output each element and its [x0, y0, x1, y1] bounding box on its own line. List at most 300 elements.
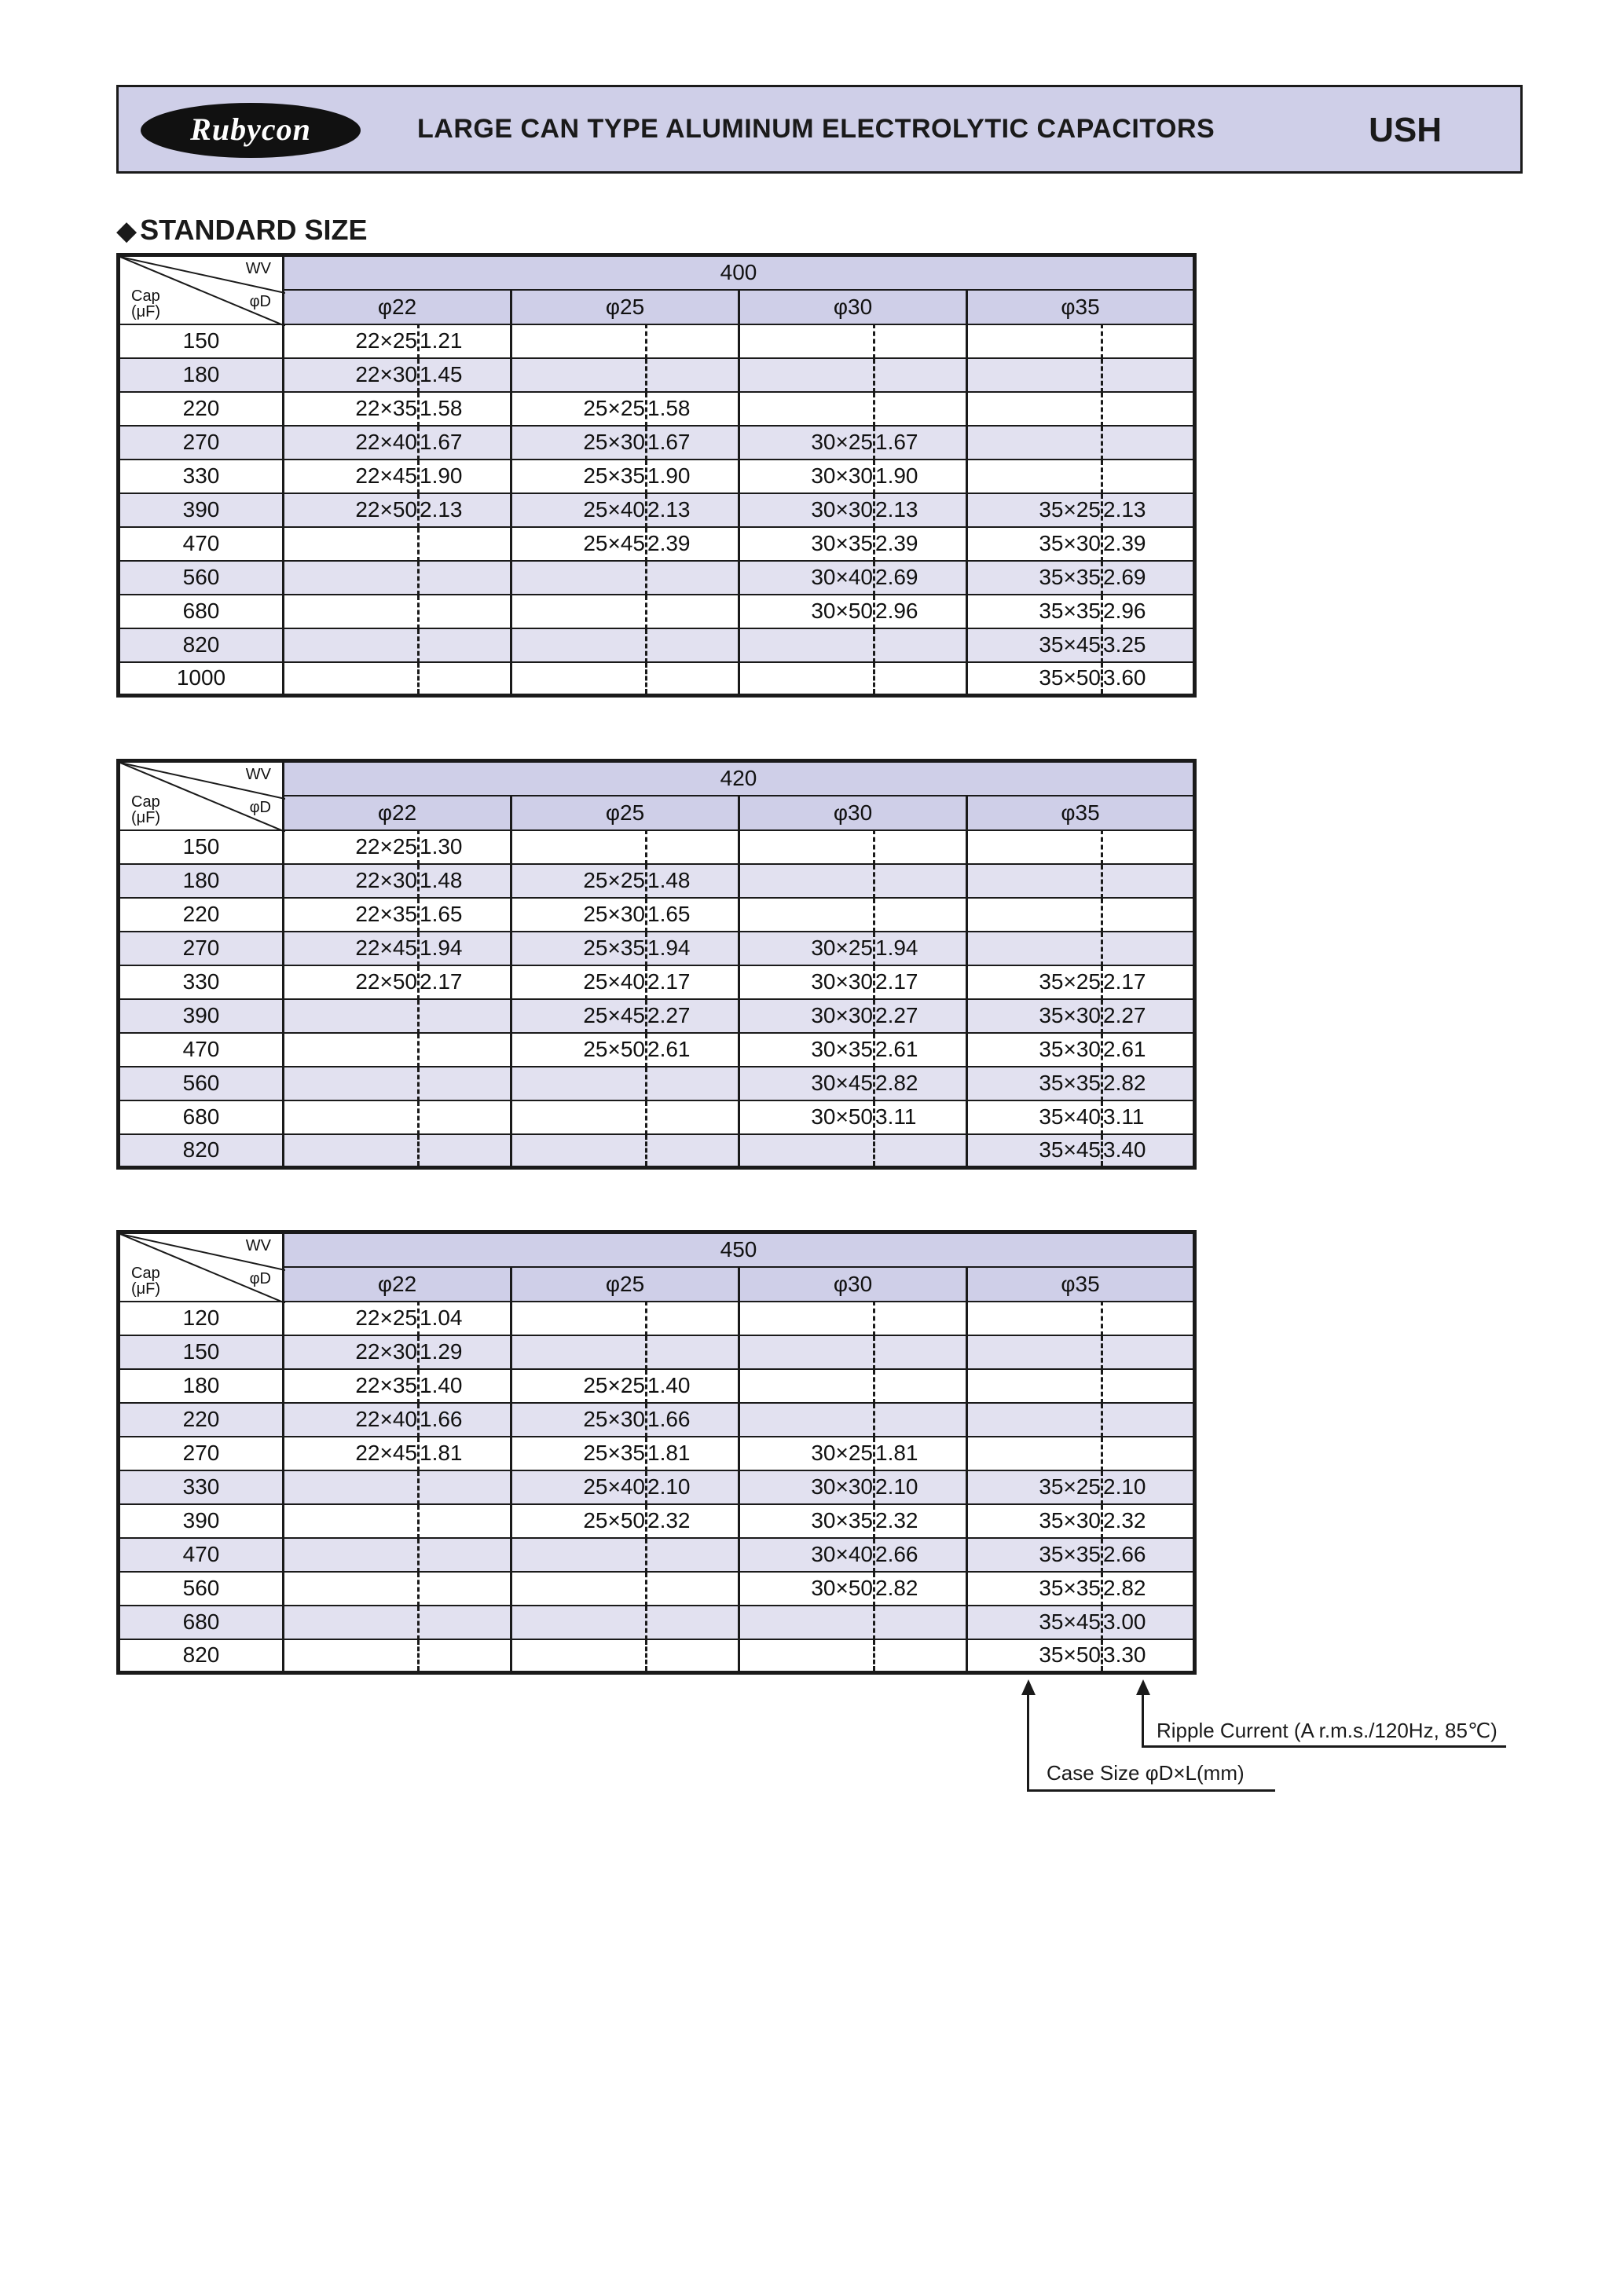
case-size-cell: 25×25: [511, 1369, 647, 1403]
ripple-current-cell: 1.81: [419, 1437, 511, 1470]
case-size-cell: 35×50: [967, 662, 1102, 696]
ripple-current-cell: 2.13: [874, 493, 967, 527]
ripple-current-cell: 3.60: [1102, 662, 1195, 696]
capacitance-cell: 330: [119, 1470, 284, 1504]
cap-unit-text: (μF): [131, 303, 161, 320]
capacitance-cell: 1000: [119, 662, 284, 696]
table-row: [119, 1067, 1195, 1100]
case-size-cell: 22×25: [284, 1302, 419, 1335]
case-size-cell: [739, 358, 874, 392]
capacitance-cell: 680: [119, 1606, 284, 1639]
case-size-cell: [284, 595, 419, 628]
case-size-cell: [511, 1335, 647, 1369]
ripple-current-cell: 1.40: [647, 1369, 739, 1403]
case-size-cell: 35×30: [967, 1033, 1102, 1067]
table-row: [119, 1639, 1195, 1673]
case-size-cell: [967, 358, 1102, 392]
capacitance-cell: 220: [119, 1403, 284, 1437]
capacitance-cell: 390: [119, 493, 284, 527]
ripple-current-cell: [1102, 1335, 1195, 1369]
wv-corner-label: WV: [245, 766, 271, 783]
ripple-current-cell: 2.32: [1102, 1504, 1195, 1538]
case-size-cell: 25×35: [511, 1437, 647, 1470]
case-size-cell: [511, 324, 647, 358]
case-size-cell: 35×30: [967, 527, 1102, 561]
case-size-cell: 25×50: [511, 1033, 647, 1067]
ripple-current-cell: 1.65: [647, 898, 739, 932]
case-size-cell: 25×25: [511, 864, 647, 898]
case-size-leader-horizontal: [1027, 1789, 1275, 1792]
case-size-cell: 35×25: [967, 493, 1102, 527]
spec-table-wv-420: [116, 759, 1197, 1170]
ripple-current-cell: 1.66: [647, 1403, 739, 1437]
cap-corner-label: [131, 288, 160, 320]
wv-corner-label: WV: [245, 260, 271, 277]
case-size-arrow-icon: [1021, 1679, 1036, 1695]
cap-corner-text: Cap: [131, 287, 160, 305]
series-code: USH: [1369, 111, 1442, 149]
ripple-current-cell: 1.90: [874, 460, 967, 493]
case-size-cell: 30×30: [739, 460, 874, 493]
corner-header: [119, 761, 284, 830]
case-size-cell: [511, 1134, 647, 1168]
case-size-cell: 22×50: [284, 493, 419, 527]
capacitance-cell: 330: [119, 460, 284, 493]
ripple-current-cell: 1.67: [419, 426, 511, 460]
header-banner: [116, 85, 1523, 174]
case-size-cell: [284, 1470, 419, 1504]
table-row: [119, 392, 1195, 426]
case-size-cell: 25×40: [511, 1470, 647, 1504]
case-size-cell: 30×45: [739, 1067, 874, 1100]
case-size-cell: 35×35: [967, 561, 1102, 595]
diameter-header: φ25: [511, 796, 739, 830]
case-size-cell: [967, 898, 1102, 932]
ripple-current-cell: 3.30: [1102, 1639, 1195, 1673]
ripple-current-cell: 2.82: [874, 1067, 967, 1100]
ripple-current-cell: 1.90: [419, 460, 511, 493]
ripple-current-cell: 2.13: [647, 493, 739, 527]
case-size-cell: 30×40: [739, 561, 874, 595]
table-row: [119, 1335, 1195, 1369]
ripple-current-cell: [419, 1067, 511, 1100]
case-size-cell: 22×50: [284, 965, 419, 999]
ripple-current-cell: [1102, 1302, 1195, 1335]
wv-corner-label: WV: [245, 1237, 271, 1254]
table-row: [119, 1572, 1195, 1606]
ripple-current-cell: [647, 1639, 739, 1673]
ripple-current-cell: [874, 1335, 967, 1369]
capacitance-cell: 820: [119, 1134, 284, 1168]
capacitance-cell: 120: [119, 1302, 284, 1335]
case-size-cell: [739, 1335, 874, 1369]
table-row: [119, 898, 1195, 932]
capacitance-cell: 680: [119, 595, 284, 628]
case-size-cell: 22×25: [284, 830, 419, 864]
ripple-current-cell: 2.13: [1102, 493, 1195, 527]
ripple-current-cell: 2.13: [419, 493, 511, 527]
ripple-current-cell: [419, 1639, 511, 1673]
case-size-cell: [739, 898, 874, 932]
ripple-current-cell: [1102, 1437, 1195, 1470]
case-size-cell: 35×35: [967, 1538, 1102, 1572]
case-size-cell: [739, 324, 874, 358]
table-row: [119, 460, 1195, 493]
ripple-current-cell: [1102, 830, 1195, 864]
ripple-current-cell: [1102, 460, 1195, 493]
ripple-current-cell: 2.17: [647, 965, 739, 999]
spec-table-wv-450: [116, 1230, 1197, 1675]
table-row: [119, 1134, 1195, 1168]
table-row: [119, 1504, 1195, 1538]
case-size-cell: [739, 628, 874, 662]
table-row: [119, 561, 1195, 595]
case-size-cell: [284, 1639, 419, 1673]
case-size-cell: [284, 999, 419, 1033]
case-size-cell: [967, 864, 1102, 898]
case-size-cell: [739, 830, 874, 864]
wv-header-row: [119, 761, 1195, 796]
ripple-current-cell: [419, 1606, 511, 1639]
table-row: [119, 628, 1195, 662]
case-size-cell: 25×50: [511, 1504, 647, 1538]
table-row: [119, 965, 1195, 999]
ripple-current-cell: 1.67: [647, 426, 739, 460]
ripple-current-cell: [419, 1504, 511, 1538]
wv-value: 450: [284, 1232, 1195, 1267]
ripple-current-cell: 1.45: [419, 358, 511, 392]
ripple-current-cell: 2.66: [874, 1538, 967, 1572]
case-size-cell: [511, 595, 647, 628]
case-size-cell: 35×40: [967, 1100, 1102, 1134]
case-size-cell: [739, 662, 874, 696]
ripple-current-cell: [419, 628, 511, 662]
case-size-cell: 25×25: [511, 392, 647, 426]
ripple-current-cell: 2.27: [1102, 999, 1195, 1033]
ripple-current-cell: 2.69: [874, 561, 967, 595]
table-row: [119, 830, 1195, 864]
rubycon-logo: [141, 103, 361, 158]
ripple-current-cell: 1.81: [874, 1437, 967, 1470]
case-size-cell: 30×50: [739, 1572, 874, 1606]
case-size-cell: 30×30: [739, 965, 874, 999]
table-row: [119, 358, 1195, 392]
case-size-cell: 22×40: [284, 1403, 419, 1437]
case-size-cell: [284, 1067, 419, 1100]
section-title-text: STANDARD SIZE: [140, 214, 368, 246]
case-size-cell: 35×45: [967, 1134, 1102, 1168]
cap-unit-text: (μF): [131, 809, 161, 826]
ripple-current-cell: [647, 1100, 739, 1134]
capacitance-cell: 150: [119, 830, 284, 864]
case-size-cell: 25×40: [511, 493, 647, 527]
ripple-current-cell: [874, 830, 967, 864]
case-size-cell: 25×40: [511, 965, 647, 999]
capacitance-cell: 150: [119, 324, 284, 358]
ripple-current-cell: [647, 628, 739, 662]
ripple-current-cell: 2.10: [874, 1470, 967, 1504]
ripple-current-cell: [647, 1302, 739, 1335]
case-size-cell: [739, 1606, 874, 1639]
case-size-cell: [967, 324, 1102, 358]
wv-value: 420: [284, 761, 1195, 796]
case-size-cell: 22×30: [284, 864, 419, 898]
case-size-cell: [967, 1403, 1102, 1437]
capacitance-cell: 560: [119, 1067, 284, 1100]
capacitance-cell: 180: [119, 1369, 284, 1403]
case-size-cell: 30×25: [739, 426, 874, 460]
ripple-current-cell: [419, 595, 511, 628]
page-title: LARGE CAN TYPE ALUMINUM ELECTROLYTIC CAPACITORS: [417, 114, 1215, 144]
ripple-arrow-icon: [1136, 1679, 1150, 1695]
case-size-label: Case Size φD×L(mm): [1047, 1761, 1245, 1785]
case-size-cell: 22×35: [284, 1369, 419, 1403]
ripple-current-cell: 1.66: [419, 1403, 511, 1437]
case-size-cell: [511, 1606, 647, 1639]
case-size-cell: [511, 830, 647, 864]
ripple-current-cell: 2.96: [1102, 595, 1195, 628]
case-size-cell: [511, 1572, 647, 1606]
capacitance-cell: 180: [119, 864, 284, 898]
ripple-current-cell: [419, 662, 511, 696]
case-size-cell: [284, 1134, 419, 1168]
case-size-cell: [284, 1100, 419, 1134]
ripple-current-cell: [419, 1033, 511, 1067]
ripple-current-cell: 1.04: [419, 1302, 511, 1335]
cap-corner-text: Cap: [131, 1265, 160, 1282]
ripple-current-cell: 2.69: [1102, 561, 1195, 595]
ripple-current-cell: [1102, 426, 1195, 460]
case-size-cell: [967, 1335, 1102, 1369]
capacitance-cell: 470: [119, 1538, 284, 1572]
case-size-cell: 30×50: [739, 595, 874, 628]
ripple-current-cell: [647, 358, 739, 392]
ripple-current-cell: [419, 1572, 511, 1606]
ripple-current-cell: [647, 561, 739, 595]
case-size-cell: [511, 662, 647, 696]
diameter-header: φ25: [511, 290, 739, 324]
wv-value: 400: [284, 255, 1195, 290]
case-size-cell: [284, 628, 419, 662]
ripple-current-cell: [647, 324, 739, 358]
ripple-current-cell: [874, 662, 967, 696]
ripple-current-cell: 1.30: [419, 830, 511, 864]
ripple-current-cell: 2.27: [647, 999, 739, 1033]
ripple-current-cell: 2.82: [1102, 1067, 1195, 1100]
ripple-current-cell: [874, 358, 967, 392]
case-size-cell: 22×30: [284, 358, 419, 392]
capacitance-cell: 470: [119, 1033, 284, 1067]
ripple-current-cell: 1.29: [419, 1335, 511, 1369]
case-size-cell: [284, 1572, 419, 1606]
case-size-cell: 25×30: [511, 426, 647, 460]
ripple-current-cell: 1.48: [419, 864, 511, 898]
capacitance-cell: 150: [119, 1335, 284, 1369]
case-size-cell: 22×45: [284, 1437, 419, 1470]
ripple-current-cell: 3.25: [1102, 628, 1195, 662]
capacitance-cell: 270: [119, 426, 284, 460]
cap-corner-label: [131, 794, 160, 826]
case-size-cell: [284, 561, 419, 595]
capacitance-cell: 270: [119, 1437, 284, 1470]
table-row: [119, 1470, 1195, 1504]
section-title: [116, 214, 368, 247]
phi-d-corner-label: φD: [249, 293, 271, 310]
ripple-current-cell: 1.48: [647, 864, 739, 898]
case-size-cell: [511, 1302, 647, 1335]
ripple-current-cell: 2.17: [1102, 965, 1195, 999]
ripple-current-cell: 3.40: [1102, 1134, 1195, 1168]
case-size-cell: [967, 392, 1102, 426]
ripple-current-cell: 2.39: [1102, 527, 1195, 561]
case-size-cell: 25×35: [511, 932, 647, 965]
case-size-cell: 25×30: [511, 1403, 647, 1437]
table-row: [119, 999, 1195, 1033]
ripple-current-cell: 1.58: [647, 392, 739, 426]
spec-table-wv-400: [116, 253, 1197, 698]
ripple-current-cell: [874, 1606, 967, 1639]
ripple-current-cell: [419, 999, 511, 1033]
case-size-cell: 22×30: [284, 1335, 419, 1369]
case-size-cell: 22×40: [284, 426, 419, 460]
table-row: [119, 426, 1195, 460]
table-row: [119, 1403, 1195, 1437]
capacitance-cell: 390: [119, 999, 284, 1033]
ripple-current-cell: [647, 1572, 739, 1606]
cap-corner-label: [131, 1265, 160, 1297]
case-size-cell: 22×45: [284, 932, 419, 965]
case-size-cell: 30×50: [739, 1100, 874, 1134]
case-size-cell: 35×45: [967, 1606, 1102, 1639]
case-size-cell: [967, 460, 1102, 493]
ripple-current-cell: 2.61: [874, 1033, 967, 1067]
ripple-current-cell: 2.10: [1102, 1470, 1195, 1504]
case-size-cell: [739, 1134, 874, 1168]
case-size-cell: 22×35: [284, 898, 419, 932]
ripple-current-cell: 1.94: [647, 932, 739, 965]
ripple-current-cell: 2.39: [647, 527, 739, 561]
case-size-cell: [739, 1403, 874, 1437]
case-size-cell: 30×35: [739, 527, 874, 561]
case-size-cell: [511, 561, 647, 595]
case-size-cell: [967, 1369, 1102, 1403]
ripple-current-cell: [1102, 1369, 1195, 1403]
ripple-current-cell: [874, 1639, 967, 1673]
ripple-leader-vertical: [1142, 1694, 1144, 1747]
table-row: [119, 1606, 1195, 1639]
table-row: [119, 1538, 1195, 1572]
case-size-cell: 35×30: [967, 1504, 1102, 1538]
case-size-cell: [284, 1033, 419, 1067]
diameter-header: φ22: [284, 290, 511, 324]
ripple-current-cell: 2.39: [874, 527, 967, 561]
capacitance-cell: 680: [119, 1100, 284, 1134]
case-size-cell: [511, 1100, 647, 1134]
ripple-current-cell: [1102, 392, 1195, 426]
ripple-current-cell: 2.17: [419, 965, 511, 999]
capacitance-cell: 820: [119, 1639, 284, 1673]
case-size-cell: [967, 830, 1102, 864]
table-row: [119, 1369, 1195, 1403]
capacitance-cell: 270: [119, 932, 284, 965]
case-size-cell: [511, 358, 647, 392]
case-size-cell: 30×25: [739, 932, 874, 965]
case-size-cell: [511, 628, 647, 662]
ripple-current-cell: [1102, 324, 1195, 358]
table-row: [119, 1302, 1195, 1335]
ripple-current-cell: [1102, 864, 1195, 898]
case-size-cell: 22×35: [284, 392, 419, 426]
case-size-cell: 35×35: [967, 595, 1102, 628]
ripple-current-cell: 1.94: [419, 932, 511, 965]
ripple-current-cell: [647, 662, 739, 696]
case-size-cell: [967, 932, 1102, 965]
diameter-header: φ22: [284, 796, 511, 830]
capacitance-cell: 470: [119, 527, 284, 561]
diameter-header: φ22: [284, 1267, 511, 1302]
ripple-current-cell: [874, 1403, 967, 1437]
ripple-current-cell: 2.10: [647, 1470, 739, 1504]
table-row: [119, 1100, 1195, 1134]
capacitance-cell: 330: [119, 965, 284, 999]
corner-header: [119, 1232, 284, 1302]
ripple-current-cell: [419, 527, 511, 561]
case-size-cell: 30×35: [739, 1033, 874, 1067]
ripple-current-cell: 2.96: [874, 595, 967, 628]
ripple-current-label: Ripple Current (A r.m.s./120Hz, 85℃): [1157, 1719, 1498, 1742]
ripple-current-cell: 1.65: [419, 898, 511, 932]
case-size-cell: 30×30: [739, 493, 874, 527]
ripple-current-cell: 2.61: [647, 1033, 739, 1067]
ripple-current-cell: 1.90: [647, 460, 739, 493]
table-row: [119, 932, 1195, 965]
ripple-current-cell: 1.94: [874, 932, 967, 965]
ripple-current-cell: 3.11: [1102, 1100, 1195, 1134]
ripple-current-cell: 2.32: [874, 1504, 967, 1538]
case-size-cell: 35×25: [967, 1470, 1102, 1504]
ripple-current-cell: [1102, 932, 1195, 965]
ripple-current-cell: 2.32: [647, 1504, 739, 1538]
capacitance-cell: 220: [119, 392, 284, 426]
case-size-cell: 25×30: [511, 898, 647, 932]
table-row: [119, 595, 1195, 628]
diameter-header: φ35: [967, 290, 1195, 324]
ripple-current-cell: [874, 1134, 967, 1168]
ripple-current-cell: [647, 1335, 739, 1369]
capacitance-cell: 560: [119, 561, 284, 595]
diamond-icon: ◆: [116, 216, 137, 246]
case-size-cell: [284, 662, 419, 696]
ripple-current-cell: [419, 1100, 511, 1134]
case-size-cell: [284, 527, 419, 561]
case-size-cell: 30×40: [739, 1538, 874, 1572]
ripple-current-cell: 2.82: [1102, 1572, 1195, 1606]
ripple-current-cell: [419, 1470, 511, 1504]
case-size-cell: 35×35: [967, 1067, 1102, 1100]
case-size-cell: 25×45: [511, 527, 647, 561]
ripple-current-cell: 2.27: [874, 999, 967, 1033]
ripple-current-cell: [874, 898, 967, 932]
phi-d-corner-label: φD: [249, 1270, 271, 1287]
case-size-cell: [284, 1606, 419, 1639]
case-size-cell: [739, 864, 874, 898]
ripple-current-cell: [647, 595, 739, 628]
table-row: [119, 1437, 1195, 1470]
ripple-current-cell: [874, 864, 967, 898]
capacitance-cell: 820: [119, 628, 284, 662]
table-row: [119, 1033, 1195, 1067]
ripple-current-cell: [419, 561, 511, 595]
